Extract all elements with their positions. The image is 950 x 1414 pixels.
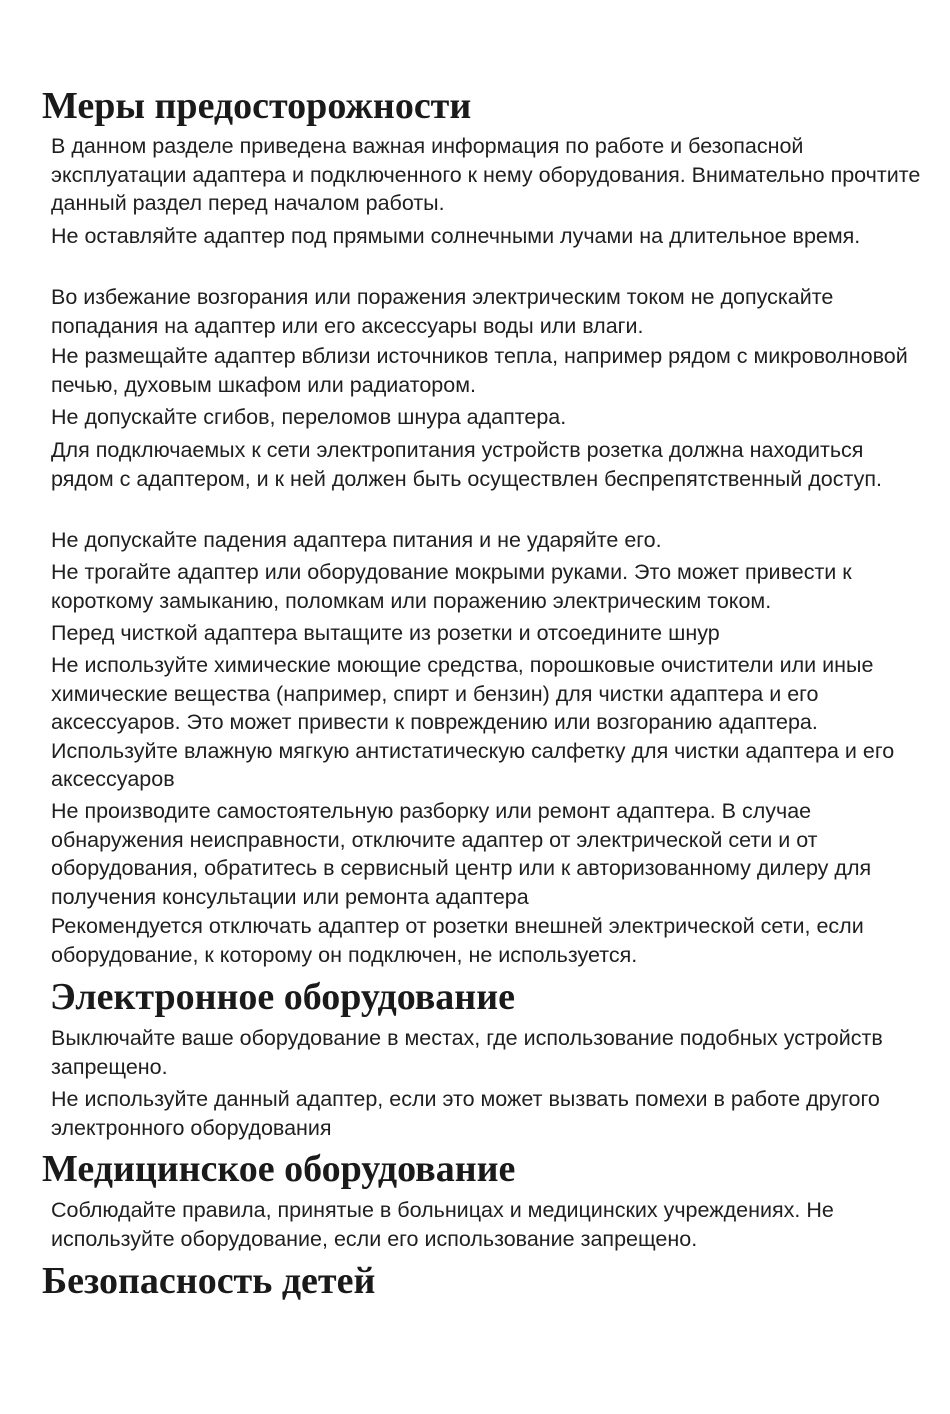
section-heading-electronic-equipment: Электронное оборудование	[50, 976, 515, 1018]
paragraph: Не оставляйте адаптер под прямыми солнечными лучами на длительное время.	[51, 224, 861, 248]
paragraph: Перед чисткой адаптера вытащите из розетки и отсоедините шнур	[51, 621, 720, 645]
paragraph: Соблюдайте правила, принятые в больницах и медицинских учреждениях. Не используйте оборудование, если его использование запрещено.	[51, 1198, 834, 1251]
paragraph: Рекомендуется отключать адаптер от розетки внешней электрической сети, если оборудование, к которому он подключен, не используется.	[51, 914, 864, 967]
paragraph: Не размещайте адаптер вблизи источников тепла, например рядом с микроволновой печью, духовым шкафом или радиатором.	[51, 344, 908, 397]
paragraph: Не производите самостоятельную разборку или ремонт адаптера. В случае обнаружения неисправности, отключите адаптер от электрической сети и от оборудования, обратитесь в сервисный центр или к авторизованному дилеру для получения консультации или ремонта адаптера	[51, 799, 872, 909]
paragraph: Для подключаемых к сети электропитания устройств розетка должна находиться рядом с адаптером, и к ней должен быть осуществлен беспрепятственный доступ.	[51, 438, 882, 491]
section-heading-precautions: Меры предосторожности	[42, 85, 472, 127]
paragraph: Не используйте данный адаптер, если это может вызвать помехи в работе другого электронного оборудования	[51, 1087, 880, 1140]
paragraph: Во избежание возгорания или поражения электрическим током не допускайте попадания на адаптер или его аксессуары воды или влаги.	[51, 285, 834, 338]
paragraph: Не допускайте падения адаптера питания и не ударяйте его.	[51, 528, 662, 552]
paragraph: В данном разделе приведена важная информация по работе и безопасной эксплуатации адаптера и подключенного к нему оборудования. Внимательно прочтите данный раздел перед началом работы.	[51, 134, 921, 215]
paragraph: Не трогайте адаптер или оборудование мокрыми руками. Это может привести к короткому замыканию, поломкам или поражению электрическим током.	[51, 560, 852, 613]
section-heading-child-safety: Безопасность детей	[42, 1260, 376, 1302]
paragraph: Не используйте химические моющие средства, порошковые очистители или иные химические вещества (например, спирт и бензин) для чистки адаптера и его аксессуаров. Это может привести к повреждению или возгоранию адаптера. Используйте влажную мягкую антистатическую салфетку для чистки адаптера и его аксессуаров	[51, 653, 895, 791]
section-heading-medical-equipment: Медицинское оборудование	[42, 1148, 516, 1190]
paragraph: Выключайте ваше оборудование в местах, где использование подобных устройств запрещено.	[51, 1026, 883, 1079]
paragraph: Не допускайте сгибов, переломов шнура адаптера.	[51, 405, 567, 429]
